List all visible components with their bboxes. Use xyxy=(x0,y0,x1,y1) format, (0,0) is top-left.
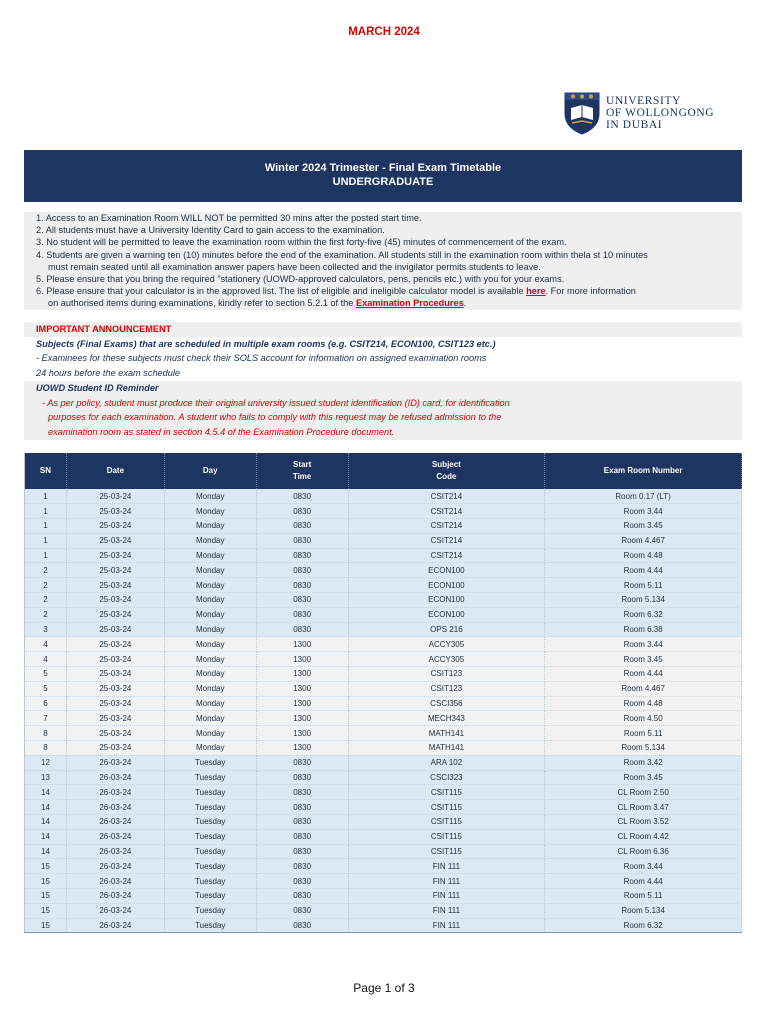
subject-code-cell: CSIT115 xyxy=(348,829,545,844)
subject-code-cell: CSIT123 xyxy=(348,667,545,682)
date-cell: 25-03-24 xyxy=(66,578,164,593)
time-cell: 0830 xyxy=(256,593,348,608)
day-cell: Monday xyxy=(164,637,256,652)
banner-title: Winter 2024 Trimester - Final Exam Timetable xyxy=(264,162,502,174)
sn-cell: 14 xyxy=(25,785,67,800)
rule-6-line-2-text: on authorised items during examinations, kindly refer to section 5.2.1 of the xyxy=(48,298,354,309)
time-cell: 0830 xyxy=(256,563,348,578)
sn-cell: 8 xyxy=(25,726,67,741)
subject-code-cell: FIN 111 xyxy=(348,859,545,874)
exam-room-cell: Room 6.38 xyxy=(545,622,742,637)
subject-code-cell: CSCI356 xyxy=(348,696,545,711)
day-cell: Tuesday xyxy=(164,918,256,933)
time-cell: 1300 xyxy=(256,667,348,682)
table-row xyxy=(25,593,742,608)
day-cell: Monday xyxy=(164,593,256,608)
day-cell: Monday xyxy=(164,696,256,711)
logo-line-1: UNIVERSITY xyxy=(606,95,681,107)
subject-code-cell: CSIT115 xyxy=(348,844,545,859)
table-row xyxy=(25,859,742,874)
date-cell: 25-03-24 xyxy=(66,622,164,637)
header-subject-line-2: Code xyxy=(436,472,457,481)
exam-room-cell: Room 3.44 xyxy=(545,637,742,652)
date-cell: 26-03-24 xyxy=(66,903,164,918)
header-subject-line-1: Subject xyxy=(431,460,461,469)
date-cell: 26-03-24 xyxy=(66,800,164,815)
subject-code-cell: CSIT214 xyxy=(348,519,545,534)
time-cell: 1300 xyxy=(256,637,348,652)
table-row xyxy=(25,622,742,637)
day-cell: Tuesday xyxy=(164,903,256,918)
subject-code-cell: OPS 216 xyxy=(348,622,545,637)
time-cell: 0830 xyxy=(256,504,348,519)
subject-code-cell: MATH141 xyxy=(348,741,545,756)
subject-code-cell: ARA 102 xyxy=(348,755,545,770)
sn-cell: 5 xyxy=(25,667,67,682)
table-row xyxy=(25,785,742,800)
exam-room-cell: CL Room 4.42 xyxy=(545,829,742,844)
table-row xyxy=(25,889,742,904)
time-cell: 0830 xyxy=(256,533,348,548)
sn-cell: 15 xyxy=(25,918,67,933)
day-cell: Monday xyxy=(164,652,256,667)
sn-cell: 15 xyxy=(25,903,67,918)
date-cell: 25-03-24 xyxy=(66,681,164,696)
table-row xyxy=(25,800,742,815)
exam-room-cell: Room 4.467 xyxy=(545,533,742,548)
rule-4-line-1: 4. Students are given a warning ten (10) minutes before the end of the examination. All students still in the examination room within thela st 10 minutes xyxy=(36,249,648,260)
day-cell: Monday xyxy=(164,578,256,593)
page-number: Page 1 of 3 xyxy=(353,981,415,995)
sn-cell: 14 xyxy=(25,800,67,815)
date-cell: 26-03-24 xyxy=(66,755,164,770)
table-row xyxy=(25,903,742,918)
time-cell: 1300 xyxy=(256,652,348,667)
subject-code-cell: FIN 111 xyxy=(348,889,545,904)
time-cell: 0830 xyxy=(256,859,348,874)
exam-room-cell: CL Room 6.36 xyxy=(545,844,742,859)
time-cell: 0830 xyxy=(256,815,348,830)
table-row xyxy=(25,874,742,889)
time-cell: 1300 xyxy=(256,726,348,741)
multi-room-line-2: 24 hours before the exam schedule xyxy=(24,366,742,381)
table-row xyxy=(25,504,742,519)
sn-cell: 12 xyxy=(25,755,67,770)
sn-cell: 15 xyxy=(25,889,67,904)
day-cell: Monday xyxy=(164,504,256,519)
day-cell: Tuesday xyxy=(164,755,256,770)
header-subject-code xyxy=(348,453,545,489)
day-cell: Monday xyxy=(164,519,256,534)
time-cell: 0830 xyxy=(256,918,348,933)
header-day: Day xyxy=(164,453,256,489)
exam-room-cell: Room 4.44 xyxy=(545,563,742,578)
day-cell: Monday xyxy=(164,607,256,622)
day-cell: Tuesday xyxy=(164,829,256,844)
table-row xyxy=(25,563,742,578)
sn-cell: 4 xyxy=(25,652,67,667)
exam-room-cell: Room 3.45 xyxy=(545,652,742,667)
time-cell: 1300 xyxy=(256,681,348,696)
date-cell: 25-03-24 xyxy=(66,489,164,504)
exam-room-cell: Room 3.45 xyxy=(545,770,742,785)
exam-room-cell: Room 4.44 xyxy=(545,874,742,889)
subject-code-cell: MECH343 xyxy=(348,711,545,726)
sn-cell: 1 xyxy=(25,489,67,504)
exam-room-cell: Room 4.48 xyxy=(545,696,742,711)
crest-icon xyxy=(562,90,602,136)
header-exam-room: Exam Room Number xyxy=(545,453,742,489)
table-row xyxy=(25,918,742,933)
time-cell: 0830 xyxy=(256,622,348,637)
date-cell: 26-03-24 xyxy=(66,770,164,785)
header-date: Date xyxy=(66,453,164,489)
sn-cell: 7 xyxy=(25,711,67,726)
table-header-row xyxy=(25,453,742,489)
date-cell: 26-03-24 xyxy=(66,918,164,933)
subject-code-cell: CSIT214 xyxy=(348,533,545,548)
sn-cell: 2 xyxy=(25,578,67,593)
table-row xyxy=(25,519,742,534)
logo-line-2: OF WOLLONGONG xyxy=(606,107,715,119)
subject-code-cell: ACCY305 xyxy=(348,652,545,667)
time-cell: 0830 xyxy=(256,874,348,889)
day-cell: Monday xyxy=(164,681,256,696)
header-sn: SN xyxy=(25,453,67,489)
rule-6 xyxy=(24,285,742,309)
time-cell: 0830 xyxy=(256,889,348,904)
subject-code-cell: CSIT115 xyxy=(348,800,545,815)
sn-cell: 8 xyxy=(25,741,67,756)
exam-room-cell: CL Room 2.50 xyxy=(545,785,742,800)
sn-cell: 1 xyxy=(25,533,67,548)
exam-room-cell: CL Room 3.47 xyxy=(545,800,742,815)
header-start-line-1: Start xyxy=(293,460,312,469)
sn-cell: 13 xyxy=(25,770,67,785)
university-logo xyxy=(562,86,742,140)
time-cell: 0830 xyxy=(256,770,348,785)
day-cell: Monday xyxy=(164,563,256,578)
day-cell: Tuesday xyxy=(164,770,256,785)
time-cell: 0830 xyxy=(256,903,348,918)
sn-cell: 1 xyxy=(25,504,67,519)
exam-room-cell: Room 6.32 xyxy=(545,607,742,622)
time-cell: 0830 xyxy=(256,578,348,593)
sn-cell: 6 xyxy=(25,696,67,711)
timetable-banner xyxy=(24,150,742,202)
day-cell: Monday xyxy=(164,548,256,563)
table-row xyxy=(25,755,742,770)
subject-code-cell: ACCY305 xyxy=(348,637,545,652)
exam-timetable xyxy=(24,453,742,933)
date-cell: 25-03-24 xyxy=(66,652,164,667)
date-cell: 25-03-24 xyxy=(66,726,164,741)
table-row xyxy=(25,578,742,593)
table-row xyxy=(25,652,742,667)
day-cell: Tuesday xyxy=(164,815,256,830)
exam-room-cell: Room 4.48 xyxy=(545,548,742,563)
time-cell: 0830 xyxy=(256,548,348,563)
subject-code-cell: CSIT115 xyxy=(348,785,545,800)
exam-room-cell: Room 6.32 xyxy=(545,918,742,933)
date-cell: 26-03-24 xyxy=(66,844,164,859)
time-cell: 0830 xyxy=(256,489,348,504)
sn-cell: 15 xyxy=(25,874,67,889)
exam-room-cell: Room 3.44 xyxy=(545,859,742,874)
rule-6-line-2-tail: . xyxy=(463,298,467,309)
exam-room-cell: Room 4.50 xyxy=(545,711,742,726)
exam-room-cell: Room 3.44 xyxy=(545,504,742,519)
id-reminder-line-1: - As per policy, student must produce their original university issued student identification (ID) card, for identification xyxy=(42,397,510,408)
day-cell: Tuesday xyxy=(164,785,256,800)
sn-cell: 3 xyxy=(25,622,67,637)
exam-room-cell: Room 3.45 xyxy=(545,519,742,534)
header-start-time xyxy=(256,453,348,489)
sn-cell: 4 xyxy=(25,637,67,652)
subject-code-cell: FIN 111 xyxy=(348,918,545,933)
exam-room-cell: Room 5.134 xyxy=(545,741,742,756)
multi-room-heading: Subjects (Final Exams) that are scheduled in multiple exam rooms (e.g. CSIT214, ECON100, CSIT123 etc.) xyxy=(24,337,742,352)
subject-code-cell: ECON100 xyxy=(348,563,545,578)
table-row xyxy=(25,637,742,652)
sn-cell: 14 xyxy=(25,815,67,830)
rule-3: 3. No student will be permitted to leave the examination room within the first forty-five (45) minutes of commencement of the exam. xyxy=(24,236,742,248)
sn-cell: 15 xyxy=(25,859,67,874)
sn-cell: 2 xyxy=(25,607,67,622)
rule-5: 5. Please ensure that you bring the required "stationery (UOWD-approved calculators, pens, pencils etc.) with you for your exams. xyxy=(24,273,742,285)
day-cell: Monday xyxy=(164,533,256,548)
subject-code-cell: ECON100 xyxy=(348,578,545,593)
subject-code-cell: CSIT123 xyxy=(348,681,545,696)
date-cell: 25-03-24 xyxy=(66,504,164,519)
examination-procedures-link[interactable]: Examination Procedures xyxy=(355,298,464,309)
date-cell: 25-03-24 xyxy=(66,519,164,534)
table-row xyxy=(25,711,742,726)
table-row xyxy=(25,681,742,696)
date-cell: 26-03-24 xyxy=(66,829,164,844)
day-cell: Tuesday xyxy=(164,859,256,874)
subject-code-cell: CSIT214 xyxy=(348,489,545,504)
subject-code-cell: MATH141 xyxy=(348,726,545,741)
day-cell: Tuesday xyxy=(164,844,256,859)
timetable-body xyxy=(25,489,742,933)
time-cell: 0830 xyxy=(256,800,348,815)
time-cell: 1300 xyxy=(256,711,348,726)
logo-wordmark xyxy=(606,95,714,131)
exam-room-cell: Room 4.44 xyxy=(545,667,742,682)
rule-6-line-1: 6. Please ensure that your calculator is in the approved list. The list of eligible and ineligible calculator model is available xyxy=(36,286,524,297)
id-reminder-line-2: purposes for each examination. A student who fails to comply with this request may be refused admission to the xyxy=(48,412,502,423)
table-row xyxy=(25,489,742,504)
multi-room-line-1: - Examinees for these subjects must check their SOLS account for information on assigned examination rooms xyxy=(24,351,742,366)
important-announcement xyxy=(24,322,742,440)
table-row xyxy=(25,667,742,682)
date-cell: 26-03-24 xyxy=(66,785,164,800)
date-cell: 25-03-24 xyxy=(66,696,164,711)
day-cell: Monday xyxy=(164,622,256,637)
subject-code-cell: CSIT214 xyxy=(348,548,545,563)
day-cell: Tuesday xyxy=(164,874,256,889)
date-cell: 26-03-24 xyxy=(66,859,164,874)
logo-line-3: IN DUBAI xyxy=(606,119,663,131)
date-cell: 25-03-24 xyxy=(66,533,164,548)
subject-code-cell: CSCI323 xyxy=(348,770,545,785)
exam-room-cell: Room 0.17 (LT) xyxy=(545,489,742,504)
date-cell: 26-03-24 xyxy=(66,874,164,889)
sn-cell: 1 xyxy=(25,548,67,563)
date-cell: 25-03-24 xyxy=(66,667,164,682)
month-heading: MARCH 2024 xyxy=(348,26,420,38)
rule-4-line-2: must remain seated until all examination answer papers have been collected and the invigilator permits students to leave. xyxy=(48,261,541,272)
exam-room-cell: Room 5.11 xyxy=(545,889,742,904)
time-cell: 0830 xyxy=(256,519,348,534)
subject-code-cell: CSIT115 xyxy=(348,815,545,830)
day-cell: Tuesday xyxy=(164,889,256,904)
sn-cell: 5 xyxy=(25,681,67,696)
date-cell: 25-03-24 xyxy=(66,711,164,726)
table-row xyxy=(25,607,742,622)
subject-code-cell: FIN 111 xyxy=(348,903,545,918)
time-cell: 0830 xyxy=(256,607,348,622)
rule-4 xyxy=(24,249,742,273)
rule-2: 2. All students must have a University Identity Card to gain access to the examination. xyxy=(24,224,742,236)
table-row xyxy=(25,548,742,563)
date-cell: 26-03-24 xyxy=(66,815,164,830)
rule-6-line-2 xyxy=(36,297,742,309)
table-row xyxy=(25,770,742,785)
day-cell: Monday xyxy=(164,741,256,756)
sn-cell: 2 xyxy=(25,563,67,578)
sn-cell: 14 xyxy=(25,829,67,844)
exam-room-cell: Room 5.11 xyxy=(545,726,742,741)
sn-cell: 1 xyxy=(25,519,67,534)
exam-room-cell: Room 5.11 xyxy=(545,578,742,593)
exam-rules xyxy=(24,212,742,310)
sn-cell: 2 xyxy=(25,593,67,608)
sn-cell: 14 xyxy=(25,844,67,859)
day-cell: Tuesday xyxy=(164,800,256,815)
time-cell: 0830 xyxy=(256,755,348,770)
table-row xyxy=(25,844,742,859)
rule-6-line-1-tail: . For more information xyxy=(545,286,636,297)
time-cell: 1300 xyxy=(256,741,348,756)
banner-subtitle: UNDERGRADUATE xyxy=(332,176,434,188)
table-row xyxy=(25,829,742,844)
rule-1: 1. Access to an Examination Room WILL NOT be permitted 30 mins after the posted start time. xyxy=(24,212,742,224)
date-cell: 25-03-24 xyxy=(66,593,164,608)
date-cell: 25-03-24 xyxy=(66,563,164,578)
table-row xyxy=(25,533,742,548)
header-start-line-2: Time xyxy=(292,472,312,481)
time-cell: 0830 xyxy=(256,844,348,859)
day-cell: Monday xyxy=(164,711,256,726)
table-row xyxy=(25,696,742,711)
table-row xyxy=(25,741,742,756)
date-cell: 25-03-24 xyxy=(66,637,164,652)
calculator-list-link[interactable]: here xyxy=(526,286,546,297)
time-cell: 0830 xyxy=(256,785,348,800)
exam-room-cell: CL Room 3.52 xyxy=(545,815,742,830)
day-cell: Monday xyxy=(164,489,256,504)
subject-code-cell: ECON100 xyxy=(348,593,545,608)
id-reminder-line-3: examination room as stated in section 4.5.4 of the Examination Procedure document. xyxy=(48,426,395,437)
exam-room-cell: Room 5.134 xyxy=(545,593,742,608)
date-cell: 25-03-24 xyxy=(66,607,164,622)
subject-code-cell: ECON100 xyxy=(348,607,545,622)
date-cell: 25-03-24 xyxy=(66,548,164,563)
time-cell: 0830 xyxy=(256,829,348,844)
announcement-heading: IMPORTANT ANNOUNCEMENT xyxy=(36,324,172,334)
exam-room-cell: Room 3.42 xyxy=(545,755,742,770)
exam-room-cell: Room 4.467 xyxy=(545,681,742,696)
exam-room-cell: Room 5.134 xyxy=(545,903,742,918)
day-cell: Monday xyxy=(164,667,256,682)
id-reminder-heading: UOWD Student ID Reminder xyxy=(36,382,159,393)
subject-code-cell: FIN 111 xyxy=(348,874,545,889)
date-cell: 25-03-24 xyxy=(66,741,164,756)
date-cell: 26-03-24 xyxy=(66,889,164,904)
time-cell: 1300 xyxy=(256,696,348,711)
table-row xyxy=(25,815,742,830)
table-row xyxy=(25,726,742,741)
day-cell: Monday xyxy=(164,726,256,741)
subject-code-cell: CSIT214 xyxy=(348,504,545,519)
